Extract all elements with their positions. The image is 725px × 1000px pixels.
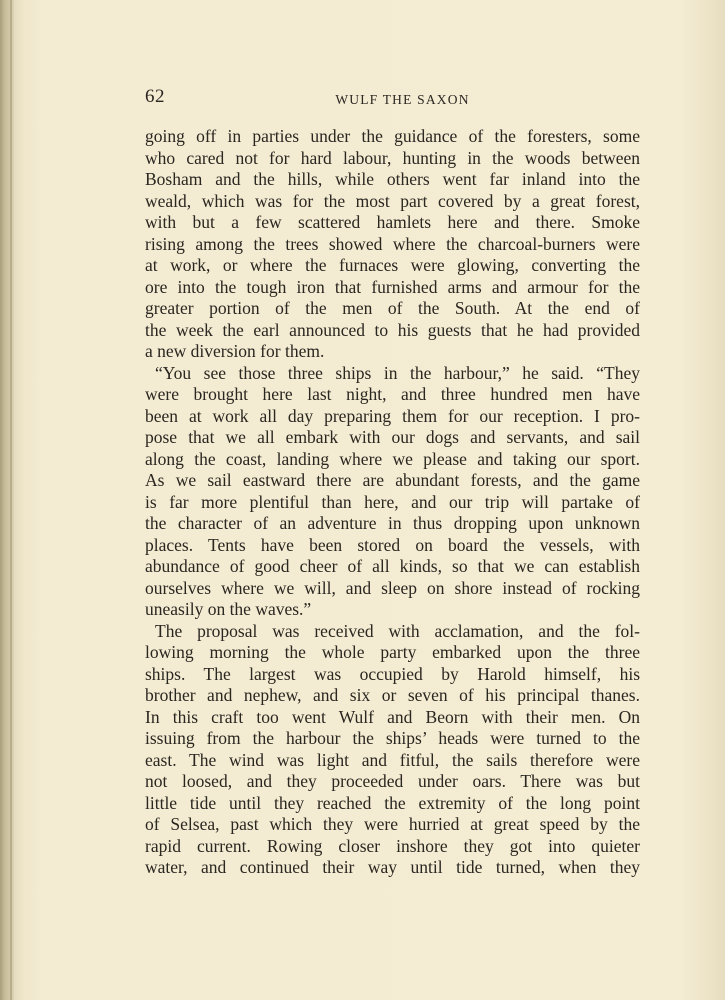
text-line: of Selsea, past which they were hurried at great speed by the [145, 814, 640, 834]
text-line: ourselves where we will, and sleep on shore instead of rocking [145, 577, 640, 598]
page-header [145, 86, 640, 110]
text-line: “You see those three ships in the harbour,” he said. “They [155, 362, 640, 383]
text-line: been at work all day preparing them for our reception. I pro- [145, 405, 640, 426]
running-title: WULF THE SAXON [335, 92, 470, 107]
text-line: at work, or where the furnaces were glowing, converting the [145, 255, 640, 275]
text-line: a new diversion for them. [145, 341, 325, 361]
text-line: who cared not for hard labour, hunting in the woods between [145, 147, 640, 168]
text-line: with but a few scattered hamlets here and there. Smoke [145, 212, 640, 232]
text-line: pose that we all embark with our dogs and servants, and sail [145, 427, 640, 447]
text-line: greater portion of the men of the South. At the end of [145, 298, 640, 318]
text-line: abundance of good cheer of all kinds, so that we can establish [145, 556, 640, 576]
binding-edge [10, 0, 12, 1000]
text-line: were brought here last night, and three hundred men have [145, 384, 640, 404]
text-line: uneasily on the waves.” [145, 599, 312, 619]
text-line: ore into the tough iron that furnished arms and armour for the [145, 276, 640, 297]
text-line: lowing morning the whole party embarked upon the three [145, 642, 640, 662]
body-text [145, 126, 640, 879]
text-line: weald, which was for the most part covered by a great forest, [145, 190, 640, 211]
text-line: issuing from the harbour the ships’ heads were turned to the [145, 728, 640, 748]
text-line: In this craft too went Wulf and Beorn with their men. On [145, 706, 640, 727]
text-line: little tide until they reached the extremity of the long point [145, 792, 640, 813]
text-line: the character of an adventure in thus dropping upon unknown [145, 513, 640, 533]
text-line: The proposal was received with acclamation, and the fol- [155, 620, 640, 641]
text-line: not loosed, and they proceeded under oars. There was but [145, 771, 640, 791]
text-line: the week the earl announced to his guests that he had provided [145, 319, 640, 340]
text-line: rapid current. Rowing closer inshore they got into quieter [145, 835, 640, 856]
text-line: places. Tents have been stored on board the vessels, with [145, 534, 640, 555]
text-line: rising among the trees showed where the charcoal-burners were [145, 233, 640, 254]
page-number: 62 [145, 86, 165, 107]
text-line: is far more plentiful than here, and our trip will partake of [145, 491, 640, 512]
text-line: Bosham and the hills, while others went far inland into the [145, 169, 640, 189]
text-line: going off in parties under the guidance of the foresters, some [145, 126, 640, 146]
text-line: along the coast, landing where we please and taking our sport. [145, 448, 640, 469]
text-line: east. The wind was light and fitful, the sails therefore were [145, 749, 640, 770]
text-line: ships. The largest was occupied by Harold himself, his [145, 663, 640, 684]
text-line: brother and nephew, and six or seven of his principal thanes. [145, 685, 640, 705]
text-line: As we sail eastward there are abundant forests, and the game [145, 470, 640, 490]
text-line: water, and continued their way until tide turned, when they [145, 857, 640, 877]
